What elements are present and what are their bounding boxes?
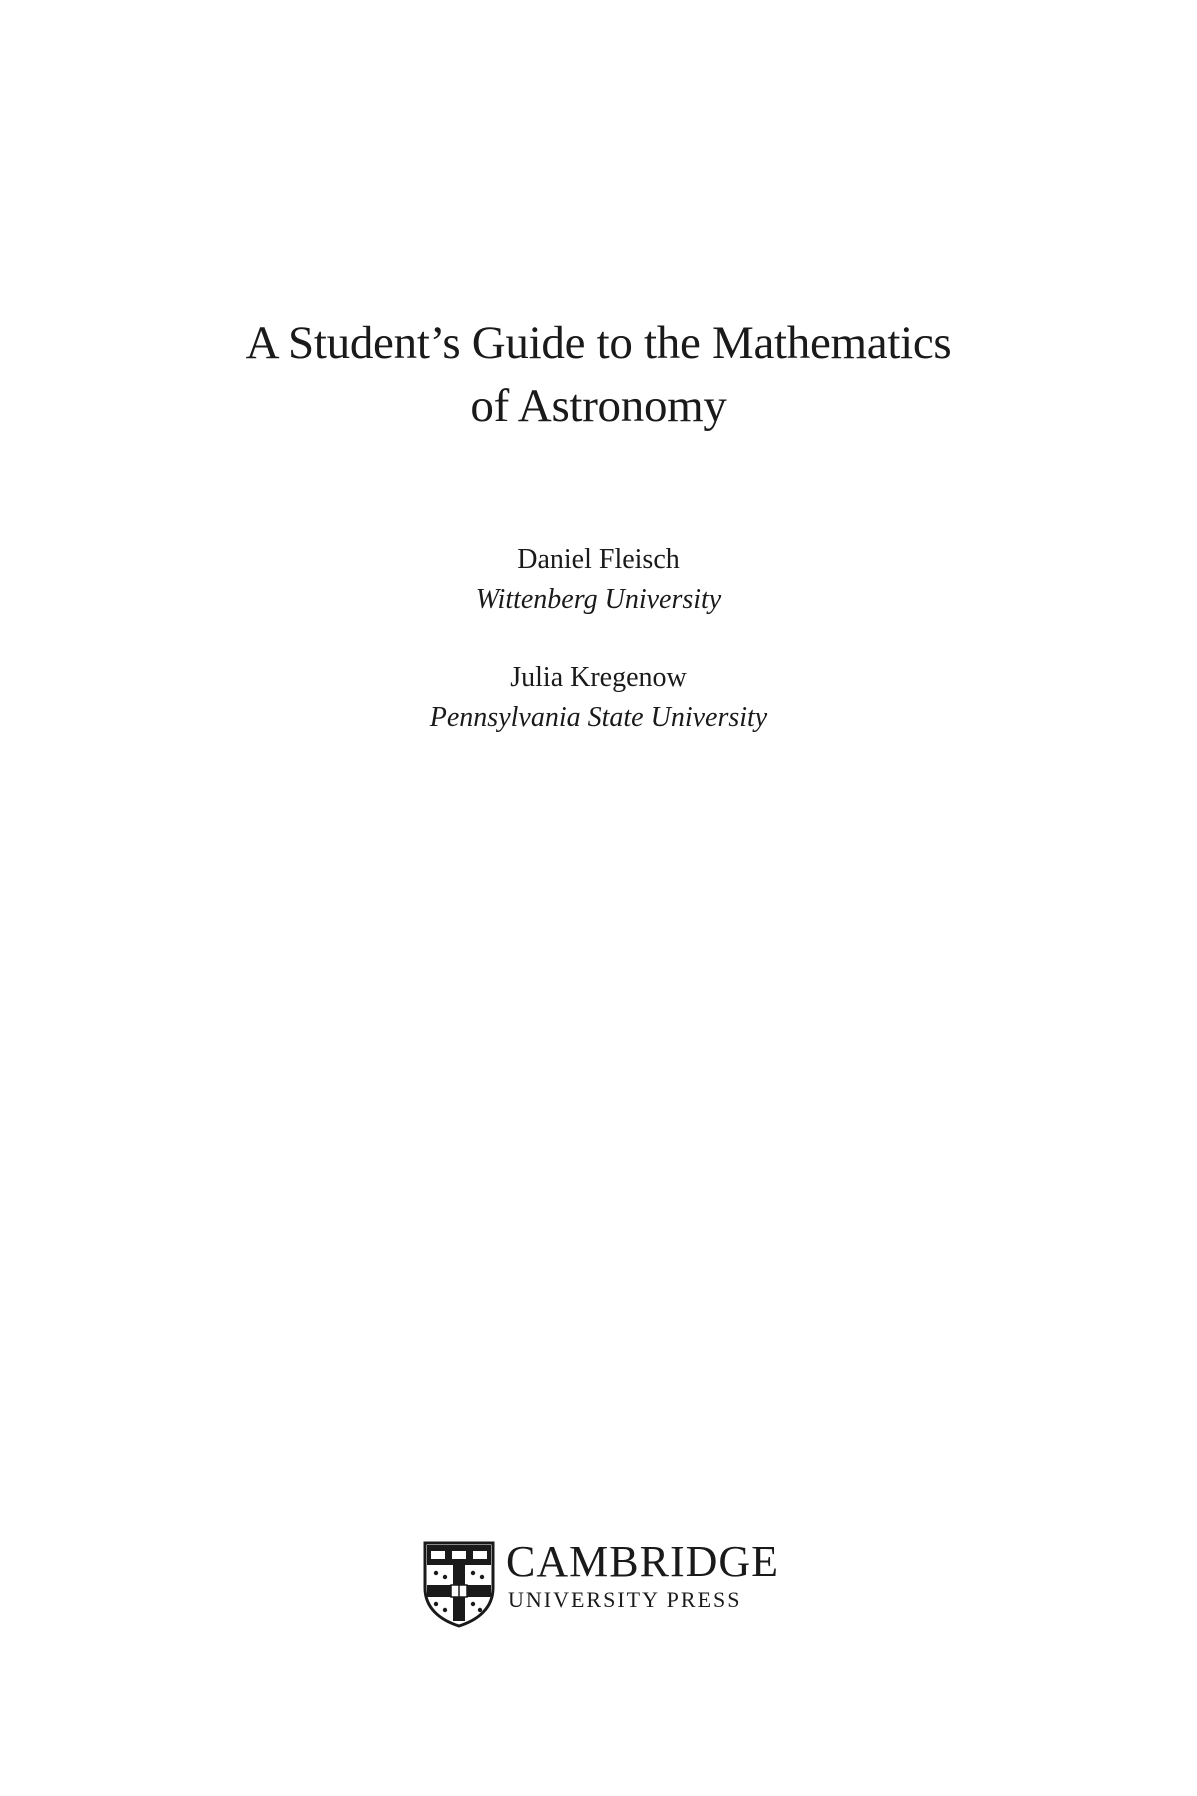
cambridge-crest-icon: [422, 1540, 496, 1628]
publisher-subtitle: UNIVERSITY PRESS: [508, 1587, 742, 1612]
publisher-imprint: [0, 1538, 1197, 1628]
author-affiliation: Pennsylvania State University: [429, 702, 768, 733]
author-entry: [0, 540, 1197, 620]
author-name: Daniel Fleisch: [517, 544, 680, 575]
author-entry: [0, 658, 1197, 738]
book-title-line-2: of Astronomy: [470, 380, 727, 432]
book-title-line-1: A Student’s Guide to the Mathematics: [245, 317, 952, 369]
author-affiliation: Wittenberg University: [475, 584, 722, 615]
author-name: Julia Kregenow: [510, 662, 687, 693]
publisher-name: CAMBRIDGE: [506, 1537, 780, 1586]
book-title: [0, 312, 1197, 438]
